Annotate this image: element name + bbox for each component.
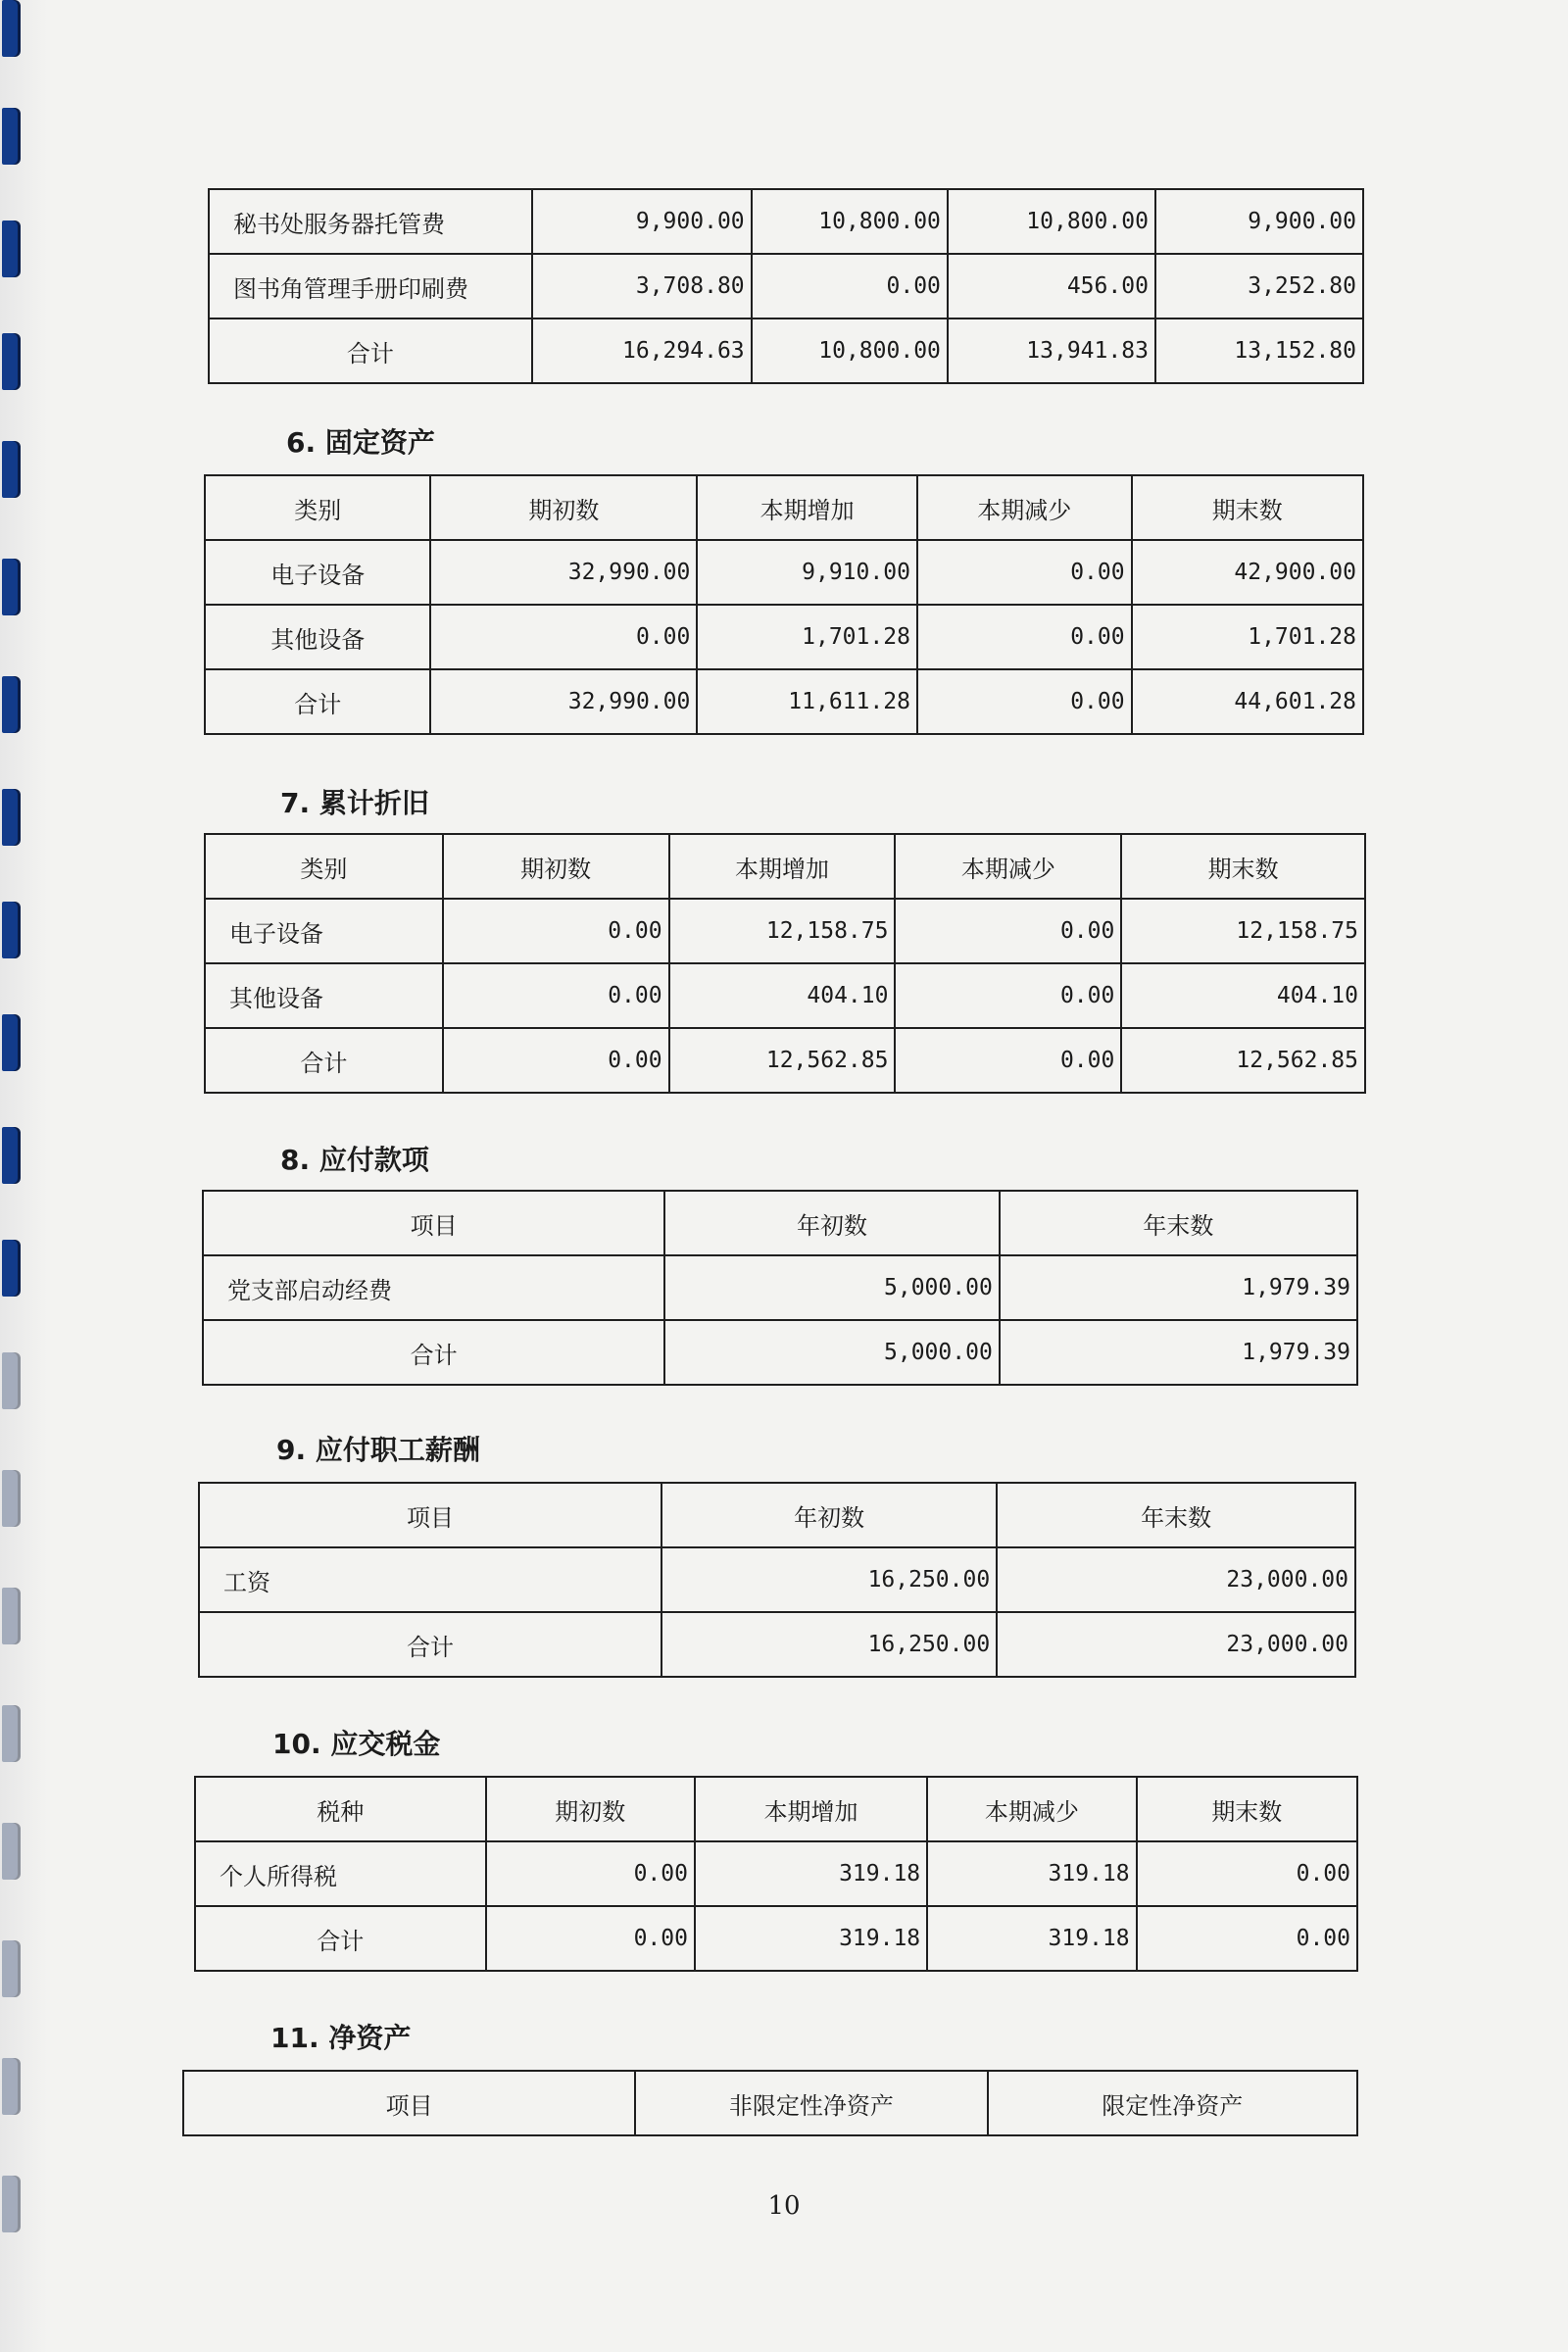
binding-ring: [2, 220, 18, 277]
binding-ring: [2, 2058, 18, 2115]
table-cell: 11,611.28: [697, 669, 917, 734]
table-cell: 合计: [203, 1320, 664, 1385]
table-cell: 32,990.00: [430, 540, 697, 605]
table-header-row: [195, 1777, 1357, 1841]
table-cell: 42,900.00: [1132, 540, 1363, 605]
section-title: 9. 应付职工薪酬: [276, 1434, 480, 1466]
table-row-total: [209, 318, 1363, 383]
column-header: 税种: [195, 1777, 486, 1841]
table-row: [205, 540, 1363, 605]
net-assets-table: [182, 2070, 1358, 2136]
table-row-total: [199, 1612, 1355, 1677]
prev-table: [208, 188, 1364, 384]
table-cell: 电子设备: [205, 540, 430, 605]
table-cell: 9,900.00: [532, 189, 752, 254]
column-header: 项目: [203, 1191, 664, 1255]
table-cell: 13,941.83: [948, 318, 1155, 383]
column-header: 期初数: [486, 1777, 695, 1841]
table-header-row: [205, 834, 1365, 899]
table-cell: 合计: [205, 669, 430, 734]
table-cell: 319.18: [927, 1841, 1136, 1906]
table-row: [209, 189, 1363, 254]
table-cell: 0.00: [486, 1906, 695, 1971]
column-header: 期末数: [1132, 475, 1363, 540]
table-cell: 319.18: [695, 1906, 927, 1971]
table-cell: 9,910.00: [697, 540, 917, 605]
binding-ring: [2, 1940, 18, 1997]
table-cell: 12,158.75: [669, 899, 896, 963]
table-cell: 3,708.80: [532, 254, 752, 318]
column-header: 年末数: [1000, 1191, 1357, 1255]
column-header: 年末数: [997, 1483, 1355, 1547]
table-row-total: [205, 1028, 1365, 1093]
binding-ring: [2, 902, 18, 958]
binding-ring: [2, 676, 18, 733]
fixed-assets-table: [204, 474, 1364, 735]
binding-ring: [2, 0, 18, 57]
table-header-row: [203, 1191, 1357, 1255]
table-cell: 44,601.28: [1132, 669, 1363, 734]
depreciation-table: [204, 833, 1366, 1094]
net-assets-section: [182, 2017, 1358, 2136]
column-header: 项目: [199, 1483, 662, 1547]
column-header: 本期减少: [895, 834, 1121, 899]
payables-section: [202, 1139, 1358, 1386]
table-cell: 0.00: [1137, 1841, 1357, 1906]
column-header: 类别: [205, 475, 430, 540]
binding-ring: [2, 1127, 18, 1184]
binding-ring: [2, 1240, 18, 1297]
table-cell: 10,800.00: [948, 189, 1155, 254]
table-cell: 1,979.39: [1000, 1255, 1357, 1320]
table-cell: 319.18: [927, 1906, 1136, 1971]
column-header: 年初数: [664, 1191, 1000, 1255]
table-cell: 党支部启动经费: [203, 1255, 664, 1320]
binding-ring: [2, 1014, 18, 1071]
depreciation-section: [204, 782, 1366, 1094]
table-row: [205, 899, 1365, 963]
payroll-table: [198, 1482, 1356, 1678]
table-cell: 合计: [205, 1028, 443, 1093]
binding-ring: [2, 1588, 18, 1644]
column-header: 本期增加: [669, 834, 896, 899]
table-cell: 16,250.00: [662, 1612, 997, 1677]
section-title: 11. 净资产: [270, 2022, 412, 2054]
table-cell: 0.00: [1137, 1906, 1357, 1971]
table-cell: 9,900.00: [1155, 189, 1363, 254]
table-cell: 404.10: [1121, 963, 1365, 1028]
table-cell: 合计: [209, 318, 532, 383]
table-cell: 合计: [195, 1906, 486, 1971]
table-cell: 0.00: [443, 899, 669, 963]
table-cell: 12,158.75: [1121, 899, 1365, 963]
table-cell: 16,294.63: [532, 318, 752, 383]
taxes-table: [194, 1776, 1358, 1972]
table-cell: 0.00: [917, 669, 1132, 734]
table-cell: 电子设备: [205, 899, 443, 963]
column-header: 本期增加: [697, 475, 917, 540]
table-cell: 1,701.28: [697, 605, 917, 669]
table-cell: 其他设备: [205, 963, 443, 1028]
table-row: [199, 1547, 1355, 1612]
table-cell: 1,979.39: [1000, 1320, 1357, 1385]
table-cell: 0.00: [443, 1028, 669, 1093]
table-row: [205, 963, 1365, 1028]
table-cell: 10,800.00: [752, 189, 948, 254]
table-cell: 0.00: [895, 899, 1121, 963]
binding-ring: [2, 1352, 18, 1409]
table-cell: 0.00: [917, 605, 1132, 669]
table-cell: 23,000.00: [997, 1547, 1355, 1612]
table-row: [203, 1255, 1357, 1320]
binding-ring: [2, 1705, 18, 1762]
prev-table-section: [208, 188, 1364, 384]
table-cell: 32,990.00: [430, 669, 697, 734]
section-title: 6. 固定资产: [286, 426, 435, 459]
binding-ring: [2, 789, 18, 846]
table-cell: 12,562.85: [1121, 1028, 1365, 1093]
table-cell: 5,000.00: [664, 1320, 1000, 1385]
table-cell: 12,562.85: [669, 1028, 896, 1093]
column-header: 期末数: [1137, 1777, 1357, 1841]
column-header: 类别: [205, 834, 443, 899]
table-cell: 其他设备: [205, 605, 430, 669]
table-cell: 合计: [199, 1612, 662, 1677]
table-cell: 0.00: [895, 1028, 1121, 1093]
taxes-section: [194, 1723, 1358, 1972]
binding-ring: [2, 441, 18, 498]
binding-edge: [0, 0, 47, 2352]
column-header: 限定性净资产: [988, 2071, 1357, 2135]
column-header: 本期减少: [917, 475, 1132, 540]
table-cell: 5,000.00: [664, 1255, 1000, 1320]
column-header: 非限定性净资产: [635, 2071, 987, 2135]
table-header-row: [205, 475, 1363, 540]
table-cell: 0.00: [430, 605, 697, 669]
table-row-total: [195, 1906, 1357, 1971]
column-header: 年初数: [662, 1483, 997, 1547]
table-row-total: [205, 669, 1363, 734]
table-cell: 404.10: [669, 963, 896, 1028]
table-cell: 10,800.00: [752, 318, 948, 383]
column-header: 本期减少: [927, 1777, 1136, 1841]
table-cell: 0.00: [443, 963, 669, 1028]
binding-ring: [2, 1823, 18, 1880]
table-cell: 319.18: [695, 1841, 927, 1906]
section-title: 8. 应付款项: [280, 1144, 429, 1176]
table-header-row: [199, 1483, 1355, 1547]
table-row: [195, 1841, 1357, 1906]
table-row-total: [203, 1320, 1357, 1385]
table-cell: 图书角管理手册印刷费: [209, 254, 532, 318]
column-header: 期末数: [1121, 834, 1365, 899]
table-cell: 23,000.00: [997, 1612, 1355, 1677]
binding-ring: [2, 108, 18, 165]
binding-ring: [2, 559, 18, 615]
table-cell: 个人所得税: [195, 1841, 486, 1906]
table-cell: 工资: [199, 1547, 662, 1612]
column-header: 期初数: [443, 834, 669, 899]
payables-table: [202, 1190, 1358, 1386]
column-header: 项目: [183, 2071, 635, 2135]
table-cell: 3,252.80: [1155, 254, 1363, 318]
payroll-section: [198, 1429, 1356, 1678]
table-cell: 1,701.28: [1132, 605, 1363, 669]
section-title: 7. 累计折旧: [280, 787, 429, 819]
table-row: [205, 605, 1363, 669]
table-cell: 0.00: [752, 254, 948, 318]
table-cell: 0.00: [917, 540, 1132, 605]
table-cell: 13,152.80: [1155, 318, 1363, 383]
column-header: 本期增加: [695, 1777, 927, 1841]
fixed-assets-section: [204, 421, 1364, 735]
table-header-row: [183, 2071, 1357, 2135]
table-cell: 0.00: [486, 1841, 695, 1906]
column-header: 期初数: [430, 475, 697, 540]
table-cell: 秘书处服务器托管费: [209, 189, 532, 254]
table-cell: 456.00: [948, 254, 1155, 318]
table-row: [209, 254, 1363, 318]
table-cell: 0.00: [895, 963, 1121, 1028]
section-title: 10. 应交税金: [272, 1728, 441, 1760]
table-cell: 16,250.00: [662, 1547, 997, 1612]
page-number: 10: [767, 2191, 801, 2221]
binding-ring: [2, 333, 18, 390]
binding-ring: [2, 1470, 18, 1527]
